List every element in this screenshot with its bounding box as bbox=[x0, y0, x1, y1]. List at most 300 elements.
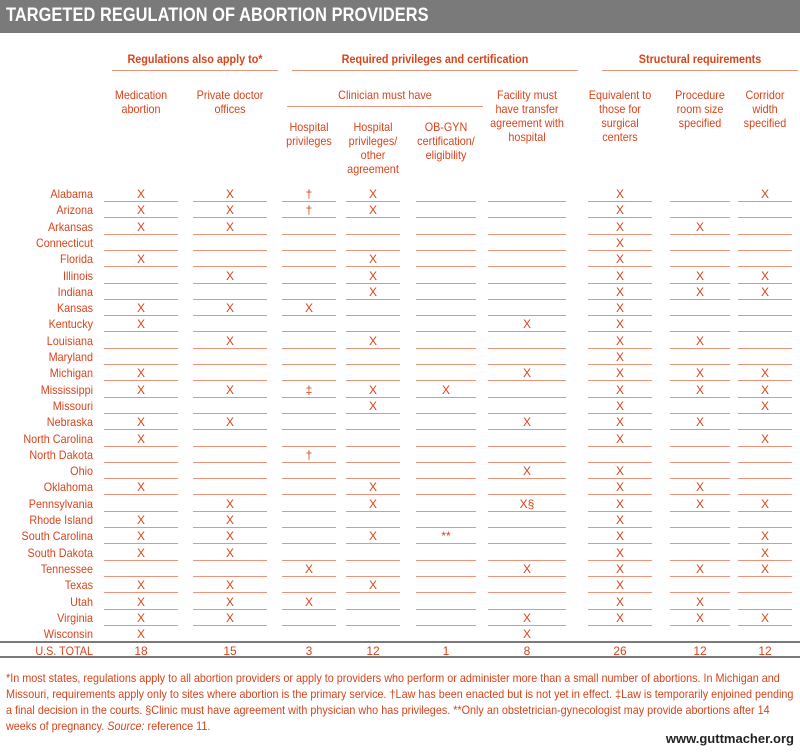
cell-underline bbox=[738, 576, 792, 577]
column-header-1: Medication abortion bbox=[114, 88, 168, 116]
footnote-source-label: Source: bbox=[107, 719, 145, 733]
table-cell: X bbox=[225, 219, 234, 234]
cell-underline bbox=[193, 315, 267, 316]
table-cell: X bbox=[760, 610, 769, 625]
table-cell: X bbox=[615, 235, 624, 250]
cell-underline bbox=[670, 348, 730, 349]
table-cell: X bbox=[760, 398, 769, 413]
cell-underline bbox=[282, 315, 336, 316]
table-cell: X bbox=[225, 545, 234, 560]
table-cell: X bbox=[368, 268, 377, 283]
cell-underline bbox=[416, 494, 476, 495]
row-state-label: Michigan bbox=[49, 366, 93, 381]
row-state-label: South Dakota bbox=[27, 545, 93, 560]
cell-underline bbox=[282, 511, 336, 512]
group-structural-requirements: Structural requirements bbox=[638, 52, 762, 66]
table-cell: X bbox=[615, 496, 624, 511]
cell-underline bbox=[488, 201, 566, 202]
table-cell: X bbox=[760, 268, 769, 283]
row-state-label: Connecticut bbox=[35, 235, 93, 250]
table-cell: X bbox=[136, 529, 145, 544]
cell-underline bbox=[738, 315, 792, 316]
row-state-label: Mississippi bbox=[40, 382, 93, 397]
cell-underline bbox=[416, 625, 476, 626]
table-cell: X bbox=[615, 268, 624, 283]
column-header-9: Corridor width specified bbox=[743, 88, 787, 130]
table-cell: X bbox=[304, 594, 313, 609]
table-cell: X bbox=[225, 301, 234, 316]
cell-underline bbox=[738, 413, 792, 414]
table-cell: X bbox=[695, 268, 704, 283]
cell-underline bbox=[346, 234, 400, 235]
cell-underline bbox=[346, 315, 400, 316]
cell-underline bbox=[193, 625, 267, 626]
cell-underline bbox=[193, 348, 267, 349]
row-state-label: Florida bbox=[59, 252, 93, 267]
cell-underline bbox=[488, 348, 566, 349]
table-cell: X bbox=[225, 382, 234, 397]
cell-underline bbox=[104, 283, 178, 284]
group-required-privileges-underline bbox=[292, 70, 578, 71]
table-cell: X bbox=[760, 529, 769, 544]
cell-underline bbox=[738, 511, 792, 512]
cell-underline bbox=[416, 331, 476, 332]
table-cell: X bbox=[522, 317, 531, 332]
table-cell: X bbox=[615, 219, 624, 234]
cell-underline bbox=[738, 331, 792, 332]
cell-underline bbox=[416, 299, 476, 300]
total-cell: 3 bbox=[305, 644, 313, 659]
cell-underline bbox=[488, 283, 566, 284]
cell-underline bbox=[346, 462, 400, 463]
row-state-label: Texas bbox=[64, 578, 93, 593]
cell-underline bbox=[416, 609, 476, 610]
cell-underline bbox=[670, 625, 730, 626]
table-cell: X bbox=[136, 594, 145, 609]
table-cell: X bbox=[615, 480, 624, 495]
table-cell: X bbox=[225, 594, 234, 609]
row-state-label: Missouri bbox=[52, 398, 93, 413]
cell-underline bbox=[670, 397, 730, 398]
cell-underline bbox=[416, 364, 476, 365]
cell-underline bbox=[488, 397, 566, 398]
row-state-label: Kentucky bbox=[48, 317, 93, 332]
cell-underline bbox=[193, 462, 267, 463]
table-cell: X bbox=[615, 203, 624, 218]
cell-underline bbox=[346, 592, 400, 593]
cell-underline bbox=[488, 266, 566, 267]
cell-underline bbox=[346, 413, 400, 414]
cell-underline bbox=[488, 527, 566, 528]
cell-underline bbox=[738, 217, 792, 218]
cell-underline bbox=[670, 234, 730, 235]
cell-underline bbox=[193, 283, 267, 284]
cell-underline bbox=[282, 625, 336, 626]
table-cell: X bbox=[368, 496, 377, 511]
row-state-label: Maryland bbox=[48, 350, 93, 364]
table-cell: X bbox=[136, 301, 145, 316]
table-cell: X bbox=[136, 203, 145, 218]
table-cell: X bbox=[615, 610, 624, 625]
cell-underline bbox=[282, 576, 336, 577]
cell-underline bbox=[738, 478, 792, 479]
table-cell: X bbox=[225, 496, 234, 511]
group-structural-requirements-underline bbox=[602, 70, 798, 71]
title-bar bbox=[0, 0, 800, 33]
table-cell: † bbox=[305, 447, 313, 462]
cell-underline bbox=[488, 250, 566, 251]
table-cell: X bbox=[225, 333, 234, 348]
cell-underline bbox=[488, 331, 566, 332]
table-cell: X bbox=[615, 187, 624, 201]
cell-underline bbox=[193, 560, 267, 561]
table-cell: X bbox=[136, 513, 145, 527]
table-cell: X bbox=[368, 398, 377, 413]
table-cell: † bbox=[305, 187, 313, 201]
table-cell: X bbox=[441, 382, 450, 397]
table-cell: X bbox=[368, 284, 377, 299]
cell-underline bbox=[104, 462, 178, 463]
cell-underline bbox=[488, 217, 566, 218]
cell-underline bbox=[738, 234, 792, 235]
cell-underline bbox=[416, 315, 476, 316]
cell-underline bbox=[416, 429, 476, 430]
row-state-label: Alabama bbox=[50, 187, 93, 201]
cell-underline bbox=[282, 429, 336, 430]
cell-underline bbox=[282, 348, 336, 349]
cell-underline bbox=[488, 234, 566, 235]
column-header-8: Procedure room size specified bbox=[675, 88, 725, 130]
page-title: TARGETED REGULATION OF ABORTION PROVIDERS bbox=[6, 5, 429, 26]
cell-underline bbox=[670, 527, 730, 528]
cell-underline bbox=[488, 429, 566, 430]
table-cell: X bbox=[368, 578, 377, 593]
table-cell: X bbox=[136, 480, 145, 495]
total-cell: 26 bbox=[613, 644, 627, 659]
total-cell: 1 bbox=[442, 644, 450, 659]
cell-underline bbox=[416, 283, 476, 284]
cell-underline bbox=[104, 560, 178, 561]
table-cell: X bbox=[615, 431, 624, 446]
row-state-label: Indiana bbox=[57, 284, 93, 299]
table-cell: X bbox=[136, 219, 145, 234]
cell-underline bbox=[738, 250, 792, 251]
cell-underline bbox=[346, 364, 400, 365]
table-cell: X bbox=[615, 415, 624, 430]
table-cell: X bbox=[695, 415, 704, 430]
table-cell: X bbox=[760, 545, 769, 560]
table-cell: X bbox=[304, 301, 313, 316]
table-cell: X bbox=[615, 561, 624, 576]
cell-underline bbox=[104, 446, 178, 447]
table-cell: X bbox=[615, 366, 624, 381]
cell-underline bbox=[416, 592, 476, 593]
cell-underline bbox=[282, 266, 336, 267]
cell-underline bbox=[416, 250, 476, 251]
table-cell: X bbox=[225, 610, 234, 625]
table-cell: X bbox=[368, 382, 377, 397]
cell-underline bbox=[346, 348, 400, 349]
cell-underline bbox=[346, 429, 400, 430]
cell-underline bbox=[193, 478, 267, 479]
cell-underline bbox=[416, 234, 476, 235]
table-cell: X bbox=[760, 366, 769, 381]
table-cell: X bbox=[522, 415, 531, 430]
row-state-label: Wisconsin bbox=[43, 627, 93, 642]
table-cell: X§ bbox=[519, 496, 535, 511]
cell-underline bbox=[416, 478, 476, 479]
total-cell: 12 bbox=[758, 644, 772, 659]
table-cell: X bbox=[522, 627, 531, 642]
table-cell: X bbox=[368, 529, 377, 544]
cell-underline bbox=[282, 217, 336, 218]
row-state-label: Arkansas bbox=[47, 219, 93, 234]
cell-underline bbox=[346, 543, 400, 544]
table-cell: X bbox=[225, 513, 234, 527]
cell-underline bbox=[488, 446, 566, 447]
table-cell: X bbox=[615, 252, 624, 267]
table-cell: X bbox=[136, 431, 145, 446]
footnote-text: *In most states, regulations apply to all abortion providers or apply to providers who perform or administer more than a small number of abortions. In Michigan and Missouri, requirements apply only to sites where abortion is the primary service. †Law has been enacted but is not yet in effect. ‡Law is temporarily enjoined pending a final decision in the courts. §Clinic must have agreement with physician who has privileges. **Only an obstetrician-gynecologist may provide abortions after 14 weeks of pregnancy. bbox=[6, 671, 794, 733]
table-cell: X bbox=[695, 496, 704, 511]
row-state-label: North Dakota bbox=[29, 447, 94, 462]
cell-underline bbox=[488, 478, 566, 479]
table-cell: X bbox=[695, 366, 704, 381]
cell-underline bbox=[282, 462, 336, 463]
cell-underline bbox=[416, 446, 476, 447]
cell-underline bbox=[488, 511, 566, 512]
table-cell: X bbox=[368, 187, 377, 201]
table-cell: X bbox=[615, 333, 624, 348]
cell-underline bbox=[346, 609, 400, 610]
cell-underline bbox=[488, 576, 566, 577]
table-cell: X bbox=[368, 252, 377, 267]
table-cell: X bbox=[136, 415, 145, 430]
table-cell: X bbox=[695, 610, 704, 625]
table-cell: X bbox=[136, 545, 145, 560]
table-cell: X bbox=[225, 203, 234, 218]
total-cell: 12 bbox=[693, 644, 707, 659]
table-cell: X bbox=[522, 561, 531, 576]
cell-underline bbox=[670, 446, 730, 447]
table-cell: X bbox=[695, 284, 704, 299]
table-cell: X bbox=[225, 187, 234, 201]
table-cell: ** bbox=[441, 529, 451, 544]
cell-underline bbox=[670, 511, 730, 512]
subgroup-clinician-must-have: Clinician must have bbox=[338, 88, 432, 102]
cell-underline bbox=[416, 462, 476, 463]
row-state-label: Oklahoma bbox=[43, 480, 93, 495]
table-cell: X bbox=[225, 268, 234, 283]
row-state-label: Pennsylvania bbox=[28, 496, 93, 511]
subgroup-underline bbox=[287, 106, 483, 107]
cell-underline bbox=[416, 560, 476, 561]
cell-underline bbox=[738, 462, 792, 463]
cell-underline bbox=[416, 576, 476, 577]
table-cell: X bbox=[136, 366, 145, 381]
group-regulations-also-apply: Regulations also apply to* bbox=[127, 52, 263, 66]
table-cell: X bbox=[136, 610, 145, 625]
column-header-3: Hospital privileges bbox=[286, 120, 332, 148]
cell-underline bbox=[282, 413, 336, 414]
cell-underline bbox=[282, 527, 336, 528]
table-cell: X bbox=[695, 594, 704, 609]
row-state-label: North Carolina bbox=[23, 431, 93, 446]
cell-underline bbox=[416, 413, 476, 414]
cell-underline bbox=[282, 283, 336, 284]
group-regulations-also-apply-underline bbox=[112, 70, 278, 71]
cell-underline bbox=[193, 429, 267, 430]
cell-underline bbox=[104, 397, 178, 398]
cell-underline bbox=[193, 446, 267, 447]
row-state-label: Virginia bbox=[57, 610, 93, 625]
table-cell: X bbox=[615, 284, 624, 299]
table-cell: X bbox=[760, 561, 769, 576]
cell-underline bbox=[488, 592, 566, 593]
table-cell: X bbox=[615, 545, 624, 560]
cell-underline bbox=[588, 625, 652, 626]
cell-underline bbox=[670, 315, 730, 316]
table-cell: X bbox=[695, 219, 704, 234]
cell-underline bbox=[104, 266, 178, 267]
cell-underline bbox=[346, 625, 400, 626]
cell-underline bbox=[193, 250, 267, 251]
cell-underline bbox=[193, 397, 267, 398]
cell-underline bbox=[282, 397, 336, 398]
cell-underline bbox=[416, 201, 476, 202]
row-state-label: Arizona bbox=[56, 203, 93, 218]
table-cell: † bbox=[305, 203, 313, 218]
table-cell: ‡ bbox=[305, 382, 313, 397]
total-cell: 18 bbox=[134, 644, 148, 659]
table-cell: X bbox=[136, 627, 145, 642]
table-cell: X bbox=[760, 382, 769, 397]
cell-underline bbox=[670, 462, 730, 463]
row-state-label: Ohio bbox=[70, 464, 93, 479]
table-cell: X bbox=[136, 382, 145, 397]
table-cell: X bbox=[615, 382, 624, 397]
cell-underline bbox=[416, 543, 476, 544]
table-cell: X bbox=[522, 464, 531, 479]
cell-underline bbox=[738, 299, 792, 300]
row-state-label: Rhode Island bbox=[29, 513, 94, 527]
cell-underline bbox=[346, 299, 400, 300]
total-cell: 15 bbox=[223, 644, 237, 659]
cell-underline bbox=[670, 299, 730, 300]
table-cell: X bbox=[760, 431, 769, 446]
column-header-5: OB-GYN certification/ eligibility bbox=[417, 120, 475, 162]
cell-underline bbox=[282, 364, 336, 365]
cell-underline bbox=[416, 348, 476, 349]
cell-underline bbox=[738, 625, 792, 626]
cell-underline bbox=[282, 331, 336, 332]
cell-underline bbox=[104, 331, 178, 332]
cell-underline bbox=[193, 234, 267, 235]
cell-underline bbox=[738, 446, 792, 447]
table-cell: X bbox=[368, 203, 377, 218]
cell-underline bbox=[282, 494, 336, 495]
table-cell: X bbox=[368, 333, 377, 348]
cell-underline bbox=[282, 478, 336, 479]
row-state-label: Illinois bbox=[62, 268, 93, 283]
cell-underline bbox=[670, 543, 730, 544]
cell-underline bbox=[416, 511, 476, 512]
column-header-2: Private doctor offices bbox=[196, 88, 264, 116]
table-cell: X bbox=[225, 529, 234, 544]
cell-underline bbox=[104, 494, 178, 495]
guttmacher-logo: www.guttmacher.org bbox=[665, 731, 794, 746]
cell-underline bbox=[738, 348, 792, 349]
column-header-6: Facility must have transfer agreement with hospital bbox=[490, 88, 564, 144]
column-header-4: Hospital privileges/ other agreement bbox=[347, 120, 399, 176]
table-cell: X bbox=[760, 284, 769, 299]
table-cell: X bbox=[760, 496, 769, 511]
table-cell: X bbox=[615, 594, 624, 609]
table-cell: X bbox=[615, 578, 624, 593]
table-cell: X bbox=[615, 464, 624, 479]
total-label: U.S. TOTAL bbox=[35, 644, 93, 659]
cell-underline bbox=[104, 348, 178, 349]
cell-underline bbox=[670, 429, 730, 430]
table-cell: X bbox=[615, 513, 624, 527]
total-cell: 12 bbox=[366, 644, 380, 659]
cell-underline bbox=[282, 250, 336, 251]
cell-underline bbox=[670, 250, 730, 251]
cell-underline bbox=[738, 592, 792, 593]
cell-underline bbox=[588, 446, 652, 447]
table-cell: X bbox=[615, 350, 624, 364]
cell-underline bbox=[488, 380, 566, 381]
table-cell: X bbox=[225, 578, 234, 593]
table-cell: X bbox=[368, 480, 377, 495]
table-cell: X bbox=[136, 187, 145, 201]
table-cell: X bbox=[225, 415, 234, 430]
cell-underline bbox=[282, 609, 336, 610]
cell-underline bbox=[104, 234, 178, 235]
cell-underline bbox=[488, 299, 566, 300]
row-state-label: Louisiana bbox=[46, 333, 93, 348]
row-state-label: Nebraska bbox=[46, 415, 93, 430]
table-cell: X bbox=[695, 480, 704, 495]
row-state-label: Kansas bbox=[56, 301, 93, 316]
cell-underline bbox=[282, 234, 336, 235]
table-cell: X bbox=[304, 561, 313, 576]
row-state-label: South Carolina bbox=[21, 529, 93, 544]
row-state-label: Utah bbox=[70, 594, 93, 609]
cell-underline bbox=[346, 560, 400, 561]
cell-underline bbox=[346, 446, 400, 447]
table-cell: X bbox=[136, 252, 145, 267]
table-cell: X bbox=[615, 317, 624, 332]
cell-underline bbox=[346, 511, 400, 512]
cell-underline bbox=[416, 217, 476, 218]
footnote-source-ref: reference 11. bbox=[144, 719, 211, 733]
cell-underline bbox=[193, 364, 267, 365]
cell-underline bbox=[670, 576, 730, 577]
table-cell: X bbox=[695, 382, 704, 397]
cell-underline bbox=[670, 201, 730, 202]
table-cell: X bbox=[136, 578, 145, 593]
table-cell: X bbox=[615, 398, 624, 413]
group-required-privileges: Required privileges and certification bbox=[341, 52, 529, 66]
table-cell: X bbox=[615, 301, 624, 316]
table-cell: X bbox=[522, 366, 531, 381]
cell-underline bbox=[282, 543, 336, 544]
total-cell: 8 bbox=[523, 644, 531, 659]
table-cell: X bbox=[695, 333, 704, 348]
cell-underline bbox=[416, 397, 476, 398]
table-cell: X bbox=[760, 187, 769, 201]
